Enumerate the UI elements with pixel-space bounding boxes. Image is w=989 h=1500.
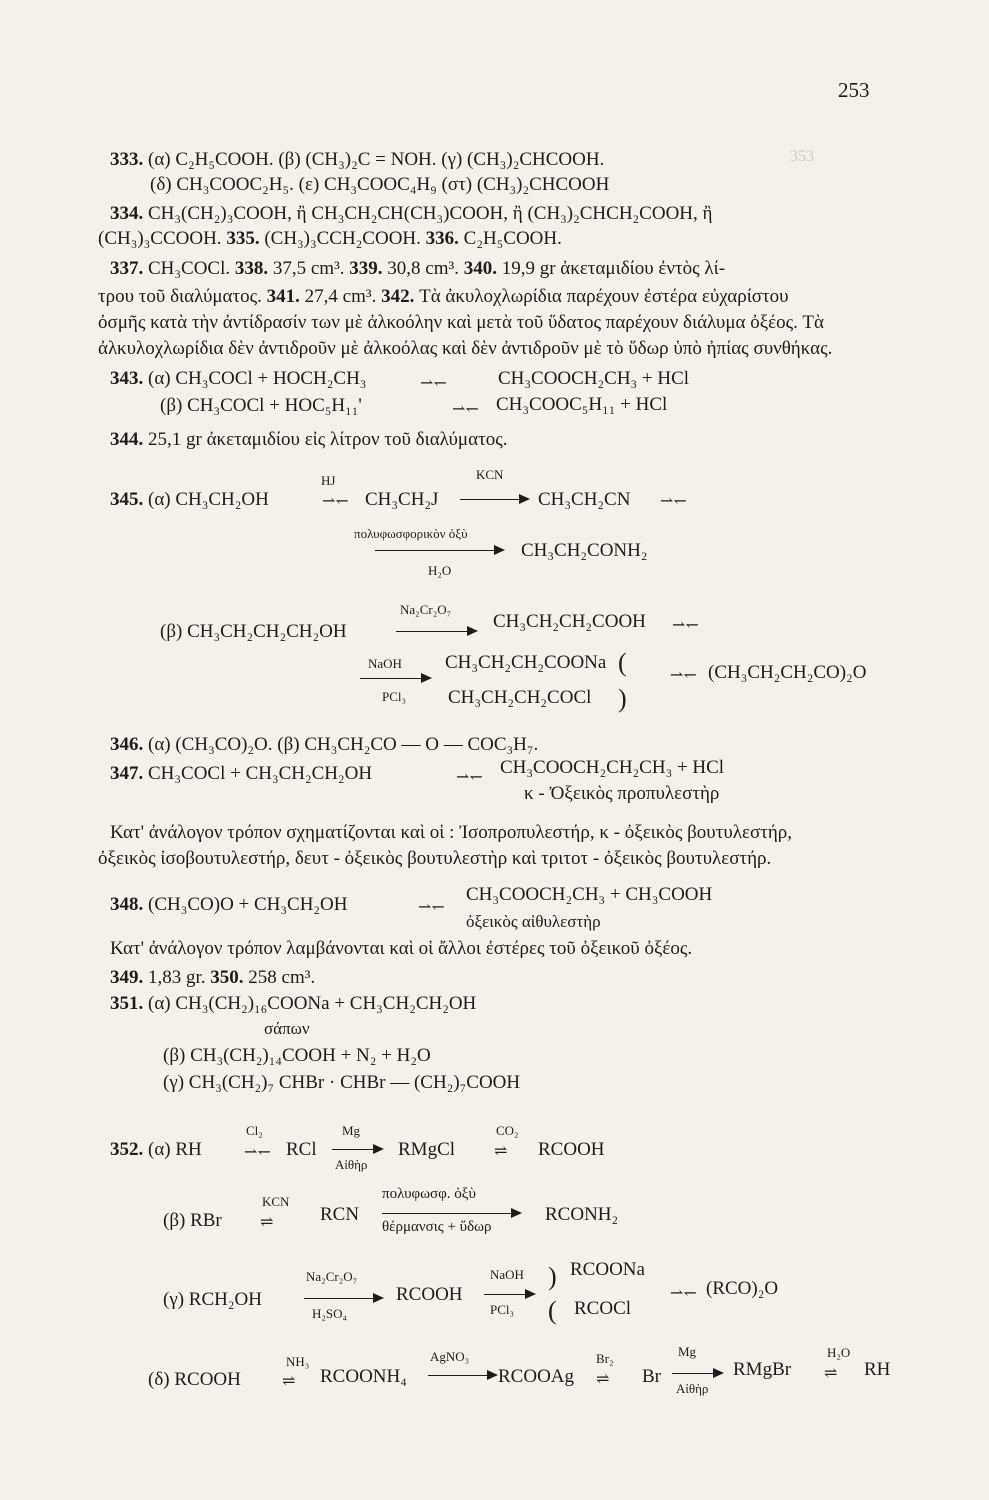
reaction-arrow-352a-1 xyxy=(332,1144,384,1156)
answer-352b-start: (β) RBr xyxy=(163,1210,222,1231)
answer-342-line4: ἀλκυλοχλωρίδια δὲν ἀντιδροῦν μὲ ἀλκοόλας καὶ δὲν ἀντιδροῦν μὲ τὸ ὕδωρ ὑπὸ ἠπίας συνθήκας. xyxy=(98,338,833,359)
answer-348-right: CH₃COOCH₂CH₃ + CH₃COOH xyxy=(466,884,713,905)
brace-open-345b: ( xyxy=(618,648,627,677)
equilibrium-arrow-352d-3: ⇌ xyxy=(824,1365,838,1382)
equilibrium-arrow-347: ⇀↽ xyxy=(456,769,483,786)
answer-351a: 351. (α) CH₃(CH₂)₁₆COONa + CH₃CH₂CH₂OH xyxy=(110,993,477,1014)
bleed-through-text: 353 xyxy=(790,148,814,165)
label-magnesium-2: Mg xyxy=(678,1344,697,1359)
equilibrium-arrow-352a-2: ⇌ xyxy=(494,1143,508,1160)
brace-close-352c: ) xyxy=(548,1262,557,1291)
label-magnesium: Mg xyxy=(342,1123,361,1138)
label-silver-nitrate: AgNO₃ xyxy=(430,1349,470,1364)
answer-345a-propionamide: CH₃CH₂CONH₂ xyxy=(521,540,648,561)
answer-352c-anhydride: (RCO)₂O xyxy=(706,1278,779,1299)
answer-343b-right: CH₃COOC₅H₁₁ + HCl xyxy=(496,394,668,415)
reaction-arrow-345b-1 xyxy=(396,626,478,638)
answer-352d-br: Br xyxy=(642,1366,661,1387)
answer-352c-rcoona: RCOONa xyxy=(570,1259,645,1280)
equilibrium-arrow-348: ⇀↽ xyxy=(418,899,445,916)
label-ether: Αἰθὴρ xyxy=(335,1157,368,1172)
answer-352b-rconh2: RCONH₂ xyxy=(545,1204,619,1225)
reaction-arrow-352c-2 xyxy=(484,1289,536,1301)
label-kcn-2: KCN xyxy=(262,1194,290,1209)
equilibrium-arrow-345b-2: ⇀↽ xyxy=(670,667,697,684)
answer-352a-rcooh: RCOOH xyxy=(538,1139,605,1160)
brace-close-345b: ) xyxy=(618,684,627,713)
equilibrium-arrow-352a-1: ⇀↽ xyxy=(244,1144,271,1161)
answer-345b-butyric-anhydride: (CH₃CH₂CH₂CO)₂O xyxy=(708,662,867,683)
reaction-arrow-352c-1 xyxy=(304,1293,384,1305)
label-polyphosphoric-acid: πολυφωσφορικὸν ὀξὺ xyxy=(354,526,468,541)
label-ether-2: Αἰθὴρ xyxy=(676,1381,709,1396)
answer-343b-left: (β) CH₃COCl + HOC₅H₁₁' xyxy=(160,395,362,416)
answer-352d-rh: RH xyxy=(864,1359,891,1380)
label-chlorine: Cl₂ xyxy=(246,1123,263,1138)
answer-345a-start: 345. (α) CH₃CH₂OH xyxy=(110,489,269,510)
label-naoh: NaOH xyxy=(368,656,402,671)
answer-347-product-name: κ - Ὀξεικὸς προπυλεστὴρ xyxy=(524,783,720,804)
answer-345b-sodium-butyrate: CH₃CH₂CH₂COONa xyxy=(445,652,607,673)
answer-352d-start: (δ) RCOOH xyxy=(148,1369,241,1390)
reaction-arrow-345a-1 xyxy=(460,494,530,506)
answer-347-right: CH₃COOCH₂CH₂CH₃ + HCl xyxy=(500,757,725,778)
equilibrium-arrow-343a: ⇀↽ xyxy=(420,375,447,392)
answer-352b-rcn: RCN xyxy=(320,1204,360,1225)
text-analogous-1: Κατ' ἀνάλογον τρόπον σχηματίζονται καὶ οἱ : Ἰσοπροπυλεστήρ, κ - ὀξεικὸς βουτυλεστήρ, xyxy=(110,822,792,843)
label-sodium-dichromate-2: Na₂Cr₂O₇ xyxy=(306,1269,358,1284)
text-analogous-2: ὀξεικὸς ἰσοβουτυλεστήρ, δευτ - ὀξεικὸς βουτυλεστὴρ καὶ τριτοτ - ὀξεικὸς βουτυλεστήρ. xyxy=(98,848,772,869)
label-naoh-2: NaOH xyxy=(490,1267,524,1282)
answer-345a-ethyl-iodide: CH₃CH₂J xyxy=(365,489,439,510)
answer-345b-butyric-acid: CH₃CH₂CH₂COOH xyxy=(493,611,646,632)
answer-333-line1: 333. (α) C₂H₅COOH. (β) (CH₃)₂C = NOH. (γ) (CH₃)₂CHCOOH. xyxy=(110,149,605,170)
reaction-arrow-345b-2 xyxy=(360,673,432,685)
answer-352a-rmgcl: RMgCl xyxy=(398,1139,456,1160)
answer-334-line1: 334. CH₃(CH₂)₃COOH, ἢ CH₃CH₂CH(CH₃)COOH, ἢ (CH₃)₂CHCH₂COOH, ἢ xyxy=(110,203,713,224)
equilibrium-arrow-345b-1: ⇀↽ xyxy=(672,617,699,634)
answer-343a-left: 343. (α) CH₃COCl + HOCH₂CH₃ xyxy=(110,368,367,389)
label-kcn: KCN xyxy=(476,467,504,482)
answer-333-line2: (δ) CH₃COOC₂H₅. (ε) CH₃COOC₄H₉ (στ) (CH₃)₂CHCOOH xyxy=(150,174,610,195)
label-pcl3: PCl₃ xyxy=(382,689,407,704)
answer-340-line2: τρου τοῦ διαλύματος. 341. 27,4 cm³. 342. Τὰ ἀκυλοχλωρίδια παρέχουν ἐστέρα εὐχαρίστου xyxy=(98,286,789,307)
label-heat-water: θέρμανσις + ὕδωρ xyxy=(382,1219,492,1235)
label-co2: CO₂ xyxy=(496,1123,519,1138)
label-ammonia: NH₃ xyxy=(286,1354,310,1369)
page-number: 253 xyxy=(838,78,870,102)
answer-351a-soap: σάπων xyxy=(264,1019,310,1038)
answer-352d-rcoonh4: RCOONH₄ xyxy=(320,1366,407,1387)
answer-345a-propionitrile: CH₃CH₂CN xyxy=(538,489,631,510)
answer-348-product-name: ὀξεικὸς αἰθυλεστὴρ xyxy=(466,912,601,931)
equilibrium-arrow-345a-1: ⇀↽ xyxy=(322,493,349,510)
equilibrium-arrow-352b-1: ⇌ xyxy=(260,1214,274,1231)
answer-348-left: 348. (CH₃CO)O + CH₃CH₂OH xyxy=(110,894,348,915)
label-water: H₂O xyxy=(428,563,452,578)
equilibrium-arrow-352d-2: ⇌ xyxy=(596,1371,610,1388)
equilibrium-arrow-343b: ⇀↽ xyxy=(452,401,479,418)
label-sulfuric-acid: H₂SO₄ xyxy=(312,1306,348,1321)
answer-334-line2: (CH₃)₃CCOOH. 335. (CH₃)₃CCH₂COOH. 336. C₂H₅COOH. xyxy=(98,228,562,249)
equilibrium-arrow-352c: ⇀↽ xyxy=(670,1285,697,1302)
brace-open-352c: ( xyxy=(548,1296,557,1325)
answer-349-350: 349. 1,83 gr. 350. 258 cm³. xyxy=(110,967,316,988)
answer-346: 346. (α) (CH₃CO)₂O. (β) CH₃CH₂CO — O — COC₃H₇. xyxy=(110,734,539,755)
label-pcl3-2: PCl₃ xyxy=(490,1302,515,1317)
answer-351b: (β) CH₃(CH₂)₁₄COOH + N₂ + H₂O xyxy=(163,1045,431,1066)
answer-352c-rcooh: RCOOH xyxy=(396,1284,463,1305)
answer-351c: (γ) CH₃(CH₂)₇ CHBr · CHBr — (CH₂)₇COOH xyxy=(163,1072,521,1093)
answer-347-left: 347. CH₃COCl + CH₃CH₂CH₂OH xyxy=(110,763,373,784)
answer-337-line1: 337. CH₃COCl. 338. 37,5 cm³. 339. 30,8 cm³. 340. 19,9 gr ἀκεταμιδίου ἐντὸς λί- xyxy=(110,258,726,279)
equilibrium-arrow-345a-2: ⇀↽ xyxy=(660,493,687,510)
answer-344: 344. 25,1 gr ἀκεταμιδίου εἰς λίτρον τοῦ διαλύματος. xyxy=(110,429,508,450)
reaction-arrow-352d-2 xyxy=(672,1368,724,1380)
reaction-arrow-345a-2 xyxy=(375,545,505,557)
answer-352a-rcl: RCl xyxy=(286,1139,317,1160)
label-polyphosphoric-acid-2: πολυφωσφ. ὀξὺ xyxy=(382,1186,476,1202)
answer-352d-rmgbr: RMgBr xyxy=(733,1359,792,1380)
label-hj: HJ xyxy=(321,473,336,488)
answer-352d-rcooag: RCOOAg xyxy=(498,1366,575,1387)
equilibrium-arrow-352d-1: ⇌ xyxy=(282,1373,296,1390)
answer-345b-butanol: (β) CH₃CH₂CH₂CH₂OH xyxy=(160,621,347,642)
answer-345b-butyryl-chloride: CH₃CH₂CH₂COCl xyxy=(448,687,592,708)
answer-352c-start: (γ) RCH₂OH xyxy=(163,1289,262,1310)
answer-342-line3: ὀσμῆς κατὰ τὴν ἀντίδρασίν των μὲ ἀλκοόλην καὶ μετὰ τοῦ ὕδατος παρέχουν διάλυμα ὀξέος. Τὰ xyxy=(98,312,824,333)
text-analogous-3: Κατ' ἀνάλογον τρόπον λαμβάνονται καὶ οἱ ἄλλοι ἐστέρες τοῦ ὀξεικοῦ ὀξέος. xyxy=(110,938,693,959)
answer-352a-start: 352. (α) RH xyxy=(110,1139,202,1160)
label-sodium-dichromate: Na₂Cr₂O₇ xyxy=(400,602,452,617)
answer-343a-right: CH₃COOCH₂CH₃ + HCl xyxy=(498,368,690,389)
reaction-arrow-352d-1 xyxy=(428,1370,498,1382)
answer-352c-rcocl: RCOCl xyxy=(574,1298,632,1319)
label-water-2: H₂O xyxy=(827,1345,851,1360)
label-bromine: Br₂ xyxy=(596,1351,614,1366)
